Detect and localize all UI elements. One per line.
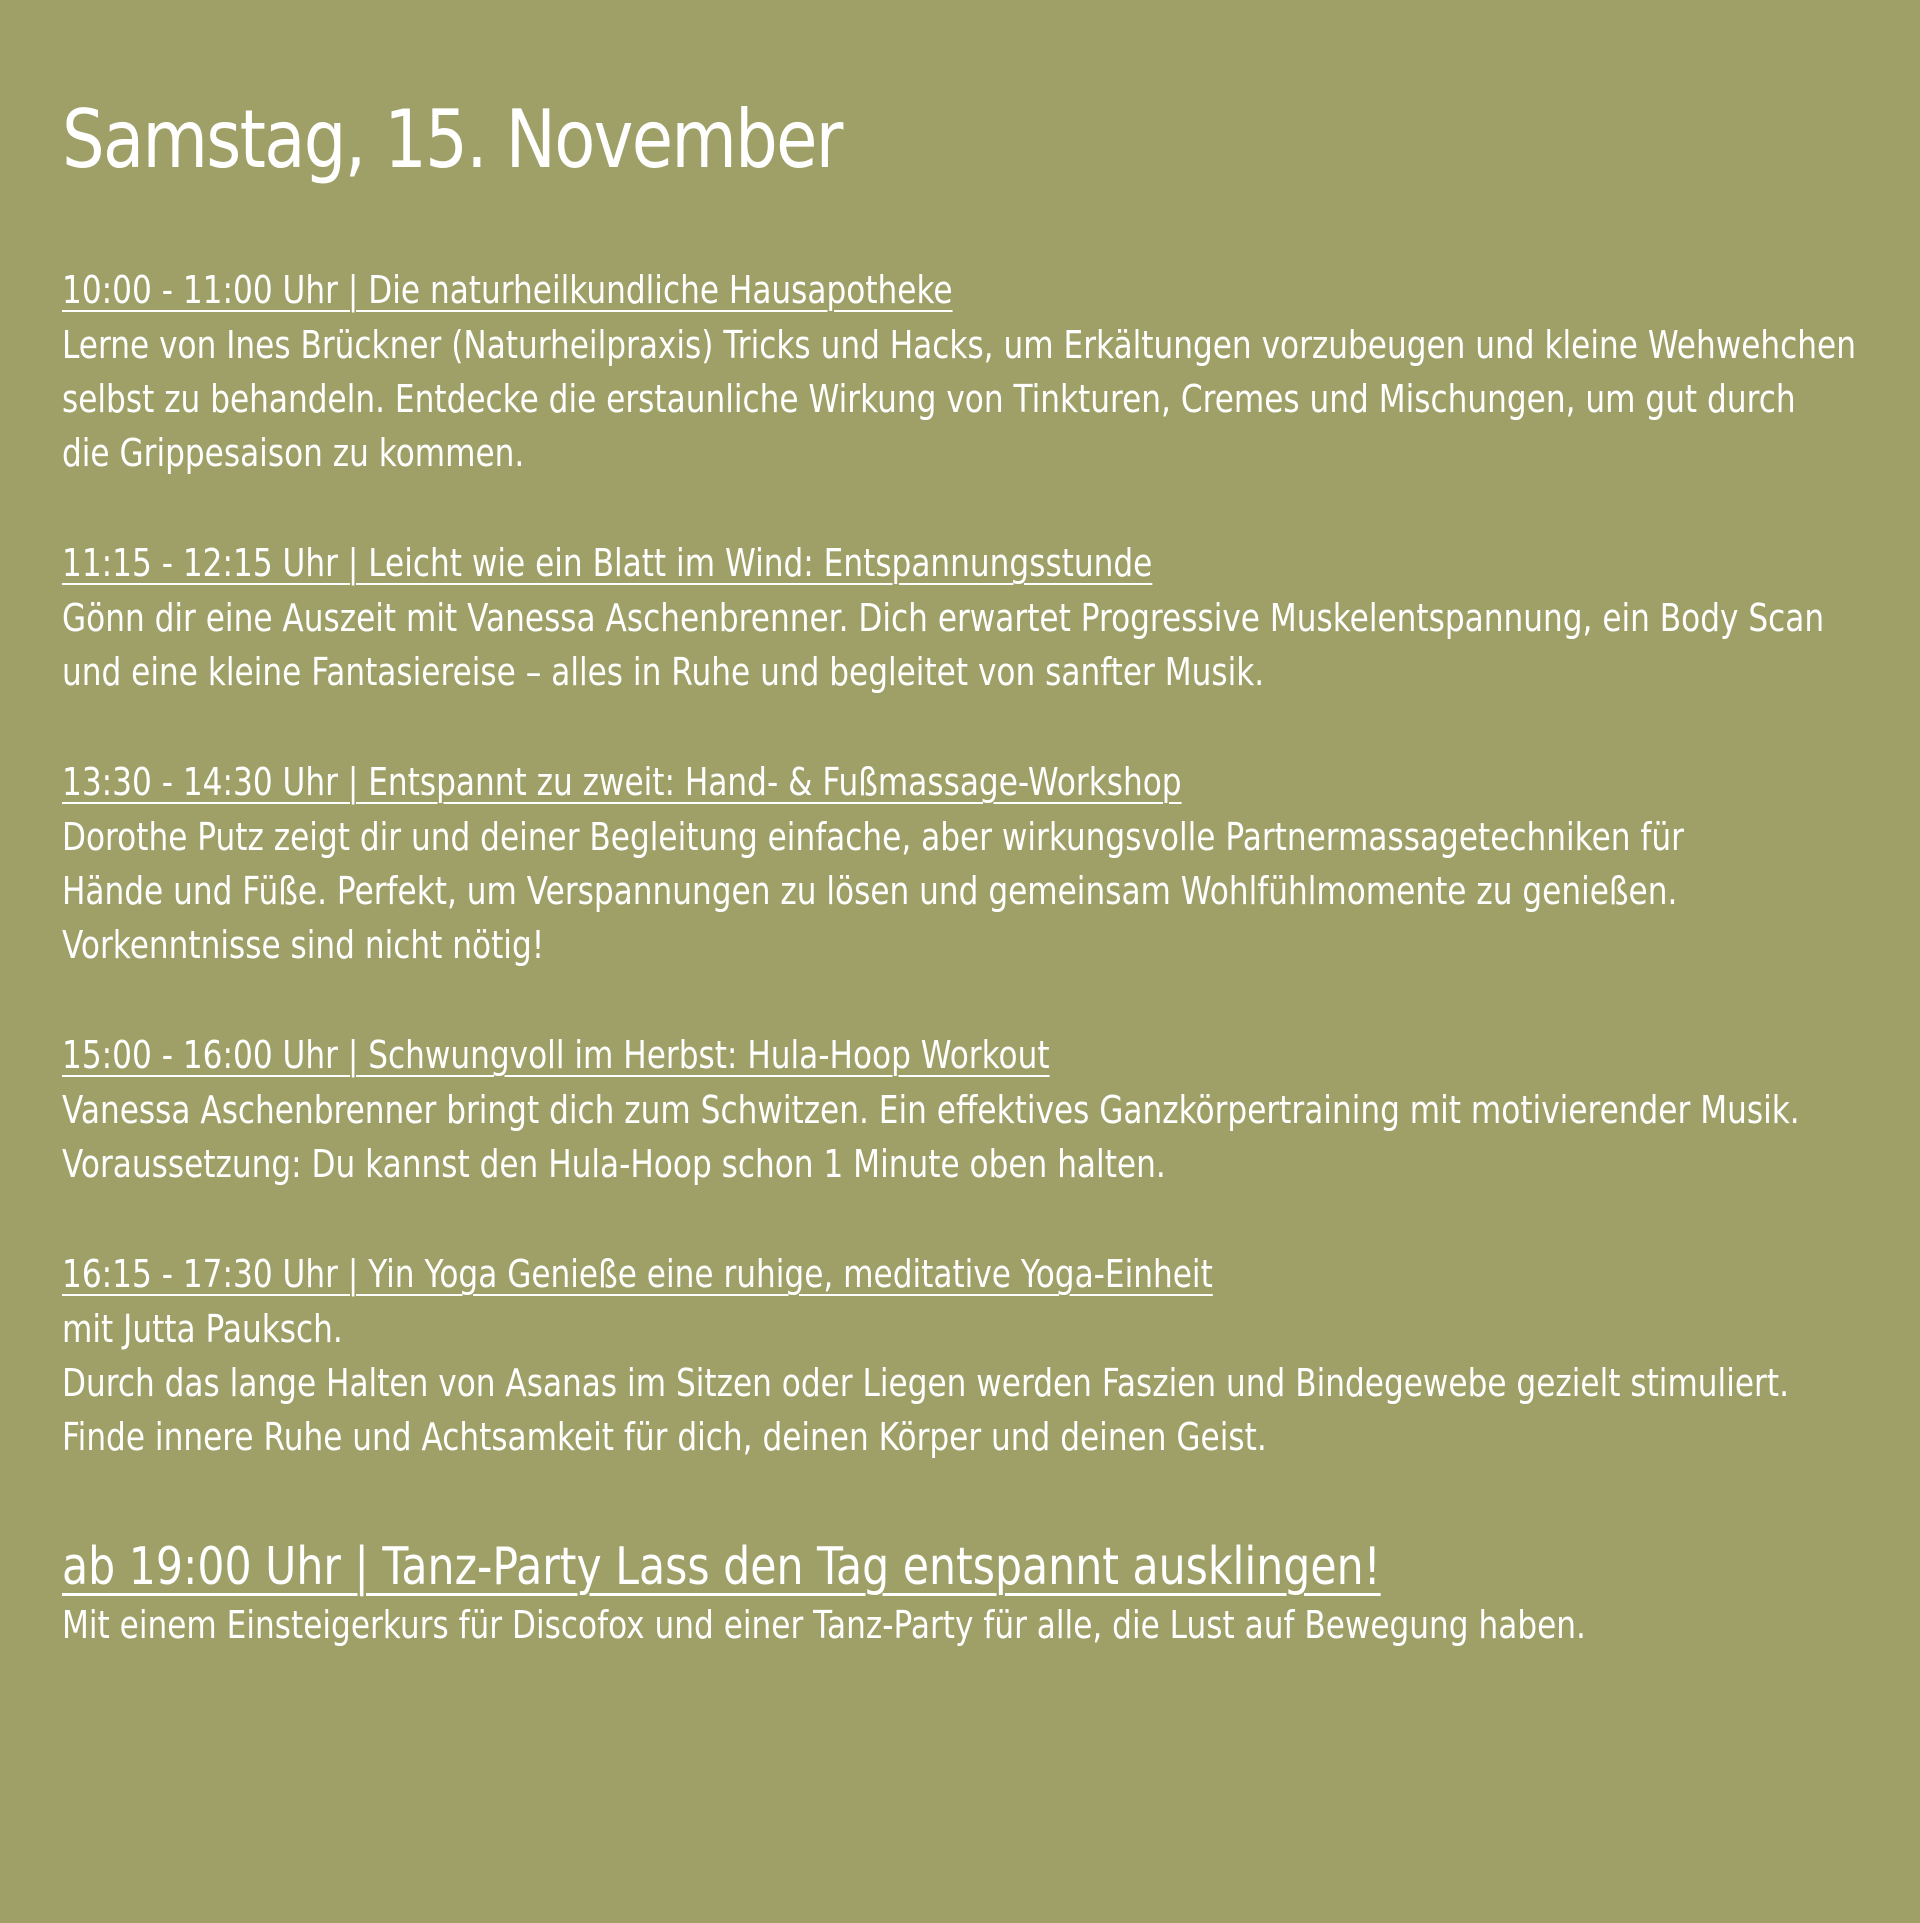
- event-heading: 16:15 - 17:30 Uhr | Yin Yoga Genieße eine ruhige, meditative Yoga-Einheit: [62, 1252, 1213, 1296]
- event-description: [62, 810, 1866, 972]
- page-title: Samstag, 15. November: [62, 93, 842, 186]
- event-heading-finale: ab 19:00 Uhr | Tanz-Party Lass den Tag entspannt ausklingen!: [62, 1537, 1381, 1597]
- event-description: [62, 591, 1866, 699]
- event-block: [62, 1247, 1866, 1464]
- description-line: Dorothe Putz zeigt dir und deiner Begleitung einfache, aber wirkungsvolle Partnermassagetechniken für: [62, 815, 1684, 859]
- event-description: [62, 318, 1866, 480]
- description-line: Gönn dir eine Auszeit mit Vanessa Aschenbrenner. Dich erwartet Progressive Muskelentspannung, ein Body Scan: [62, 596, 1825, 640]
- description-line: Finde innere Ruhe und Achtsamkeit für dich, deinen Körper und deinen Geist.: [62, 1415, 1267, 1459]
- event-description: [62, 1598, 1866, 1652]
- description-line: selbst zu behandeln. Entdecke die erstaunliche Wirkung von Tinkturen, Cremes und Mischungen, um gut durch: [62, 377, 1796, 421]
- description-line: mit Jutta Pauksch.: [62, 1307, 343, 1351]
- event-block-finale: [62, 1536, 1866, 1652]
- description-line: und eine kleine Fantasiereise – alles in Ruhe und begleitet von sanfter Musik.: [62, 650, 1265, 694]
- description-line: Voraussetzung: Du kannst den Hula-Hoop schon 1 Minute oben halten.: [62, 1142, 1166, 1186]
- description-line: Vanessa Aschenbrenner bringt dich zum Schwitzen. Ein effektives Ganzkörpertraining mit motivierender Musik.: [62, 1088, 1800, 1132]
- description-line: Mit einem Einsteigerkurs für Discofox und einer Tanz-Party für alle, die Lust auf Bewegung haben.: [62, 1603, 1586, 1647]
- spacer: [62, 1464, 1920, 1536]
- description-line: Hände und Füße. Perfekt, um Verspannungen zu lösen und gemeinsam Wohlfühlmomente zu genießen.: [62, 869, 1678, 913]
- event-block: [62, 536, 1866, 699]
- spacer: [62, 1191, 1920, 1247]
- event-description: [62, 1083, 1866, 1191]
- event-heading: 10:00 - 11:00 Uhr | Die naturheilkundliche Hausapotheke: [62, 268, 953, 312]
- event-block: [62, 263, 1866, 480]
- event-heading: 13:30 - 14:30 Uhr | Entspannt zu zweit: Hand- & Fußmassage-Workshop: [62, 760, 1182, 804]
- event-description: [62, 1302, 1866, 1464]
- description-line: Vorkenntnisse sind nicht nötig!: [62, 923, 545, 967]
- spacer: [62, 972, 1920, 1028]
- event-block: [62, 755, 1866, 972]
- description-line: Lerne von Ines Brückner (Naturheilpraxis) Tricks und Hacks, um Erkältungen vorzubeugen und kleine Wehwehchen: [62, 323, 1856, 367]
- event-block: [62, 1028, 1866, 1191]
- event-heading: 11:15 - 12:15 Uhr | Leicht wie ein Blatt im Wind: Entspannungsstunde: [62, 541, 1153, 585]
- spacer: [62, 480, 1920, 536]
- spacer: [62, 699, 1920, 755]
- description-line: die Grippesaison zu kommen.: [62, 431, 525, 475]
- event-heading: 15:00 - 16:00 Uhr | Schwungvoll im Herbst: Hula-Hoop Workout: [62, 1033, 1050, 1077]
- description-line: Durch das lange Halten von Asanas im Sitzen oder Liegen werden Faszien und Bindegewebe gezielt stimuliert.: [62, 1361, 1789, 1405]
